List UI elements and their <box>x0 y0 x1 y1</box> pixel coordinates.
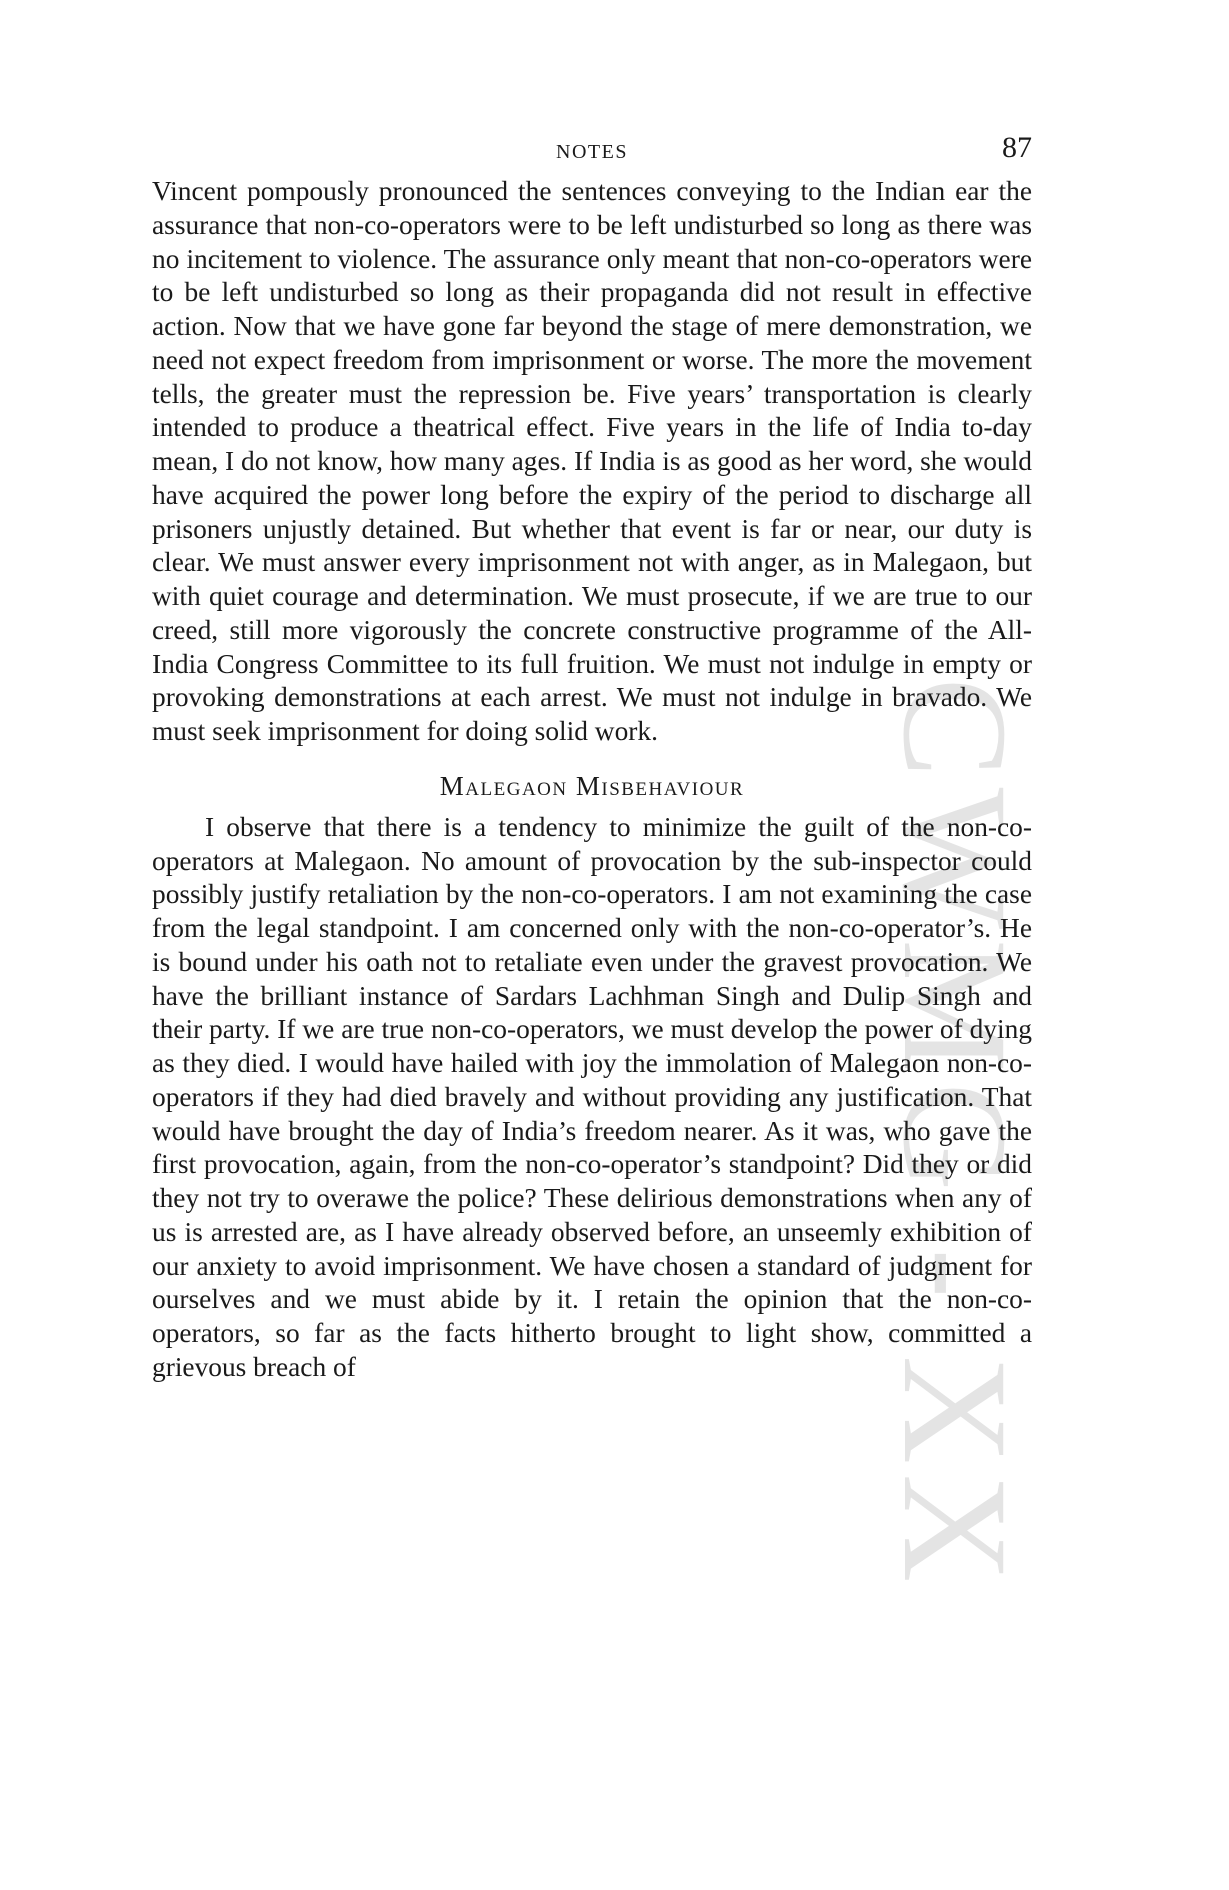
body-paragraph-1: Vincent pompously pronounced the sentences conveying to the Indian ear the assurance that non-co-operators were to be left undisturbed so long as there was no incitement to violence. The assurance only meant that non-co-operators were to be left undisturbed so long as their propaganda did not result in effective action. Now that we have gone far beyond the stage of mere demonstration, we need not expect freedom from imprisonment or worse. The more the movement tells, the greater must the repression be. Five years’ transportation is clearly intended to produce a theatrical effect. Five years in the life of India to-day mean, I do not know, how many ages. If India is as good as her word, she would have acquired the power long before the expiry of the period to discharge all prisoners unjustly detained. But whether that event is far or near, our duty is clear. We must answer every imprisonment not with anger, as in Malegaon, but with quiet courage and determination. We must prosecute, if we are true to our creed, still more vigorously the concrete constructive programme of the All-India Congress Committee to its full fruition. We must not indulge in empty or provoking demonstrations at each arrest. We must not indulge in bravado. We must seek imprisonment for doing solid work. <box>152 176 1032 746</box>
watermark: CWMG - XX <box>872 677 1038 1593</box>
running-title: NOTES <box>556 141 628 163</box>
running-header <box>152 125 1032 175</box>
page <box>152 125 1032 1385</box>
page-number: 87 <box>1002 131 1032 164</box>
section-heading: Malegaon Misbehaviour <box>439 770 745 801</box>
body-paragraph-2: I observe that there is a tendency to minimize the guilt of the non-co-operators at Malegaon. No amount of provocation by the sub-inspector could possibly justify retaliation by the non-co-operators. I am not examining the case from the legal standpoint. I am concerned only with the non-co-operator’s. He is bound under his oath not to retaliate even under the gravest provocation. We have the brilliant instance of Sardars Lachhman Singh and Dulip Singh and their party. If we are true non-co-operators, we must develop the power of dying as they died. I would have hailed with joy the immolation of Malegaon non-co-operators if they had died bravely and without providing any justification. That would have brought the day of India’s freedom nearer. As it was, who gave the first provocation, again, from the non-co-operator’s standpoint? Did they or did they not try to overawe the police? These delirious demonstrations when any of us is arrested are, as I have already observed before, an unseemly exhibition of our anxiety to avoid imprisonment. We have chosen a standard of judgment for ourselves and we must abide by it. I retain the opinion that the non-co-operators, so far as the facts hitherto brought to light show, committed a grievous breach of <box>152 811 1032 1382</box>
